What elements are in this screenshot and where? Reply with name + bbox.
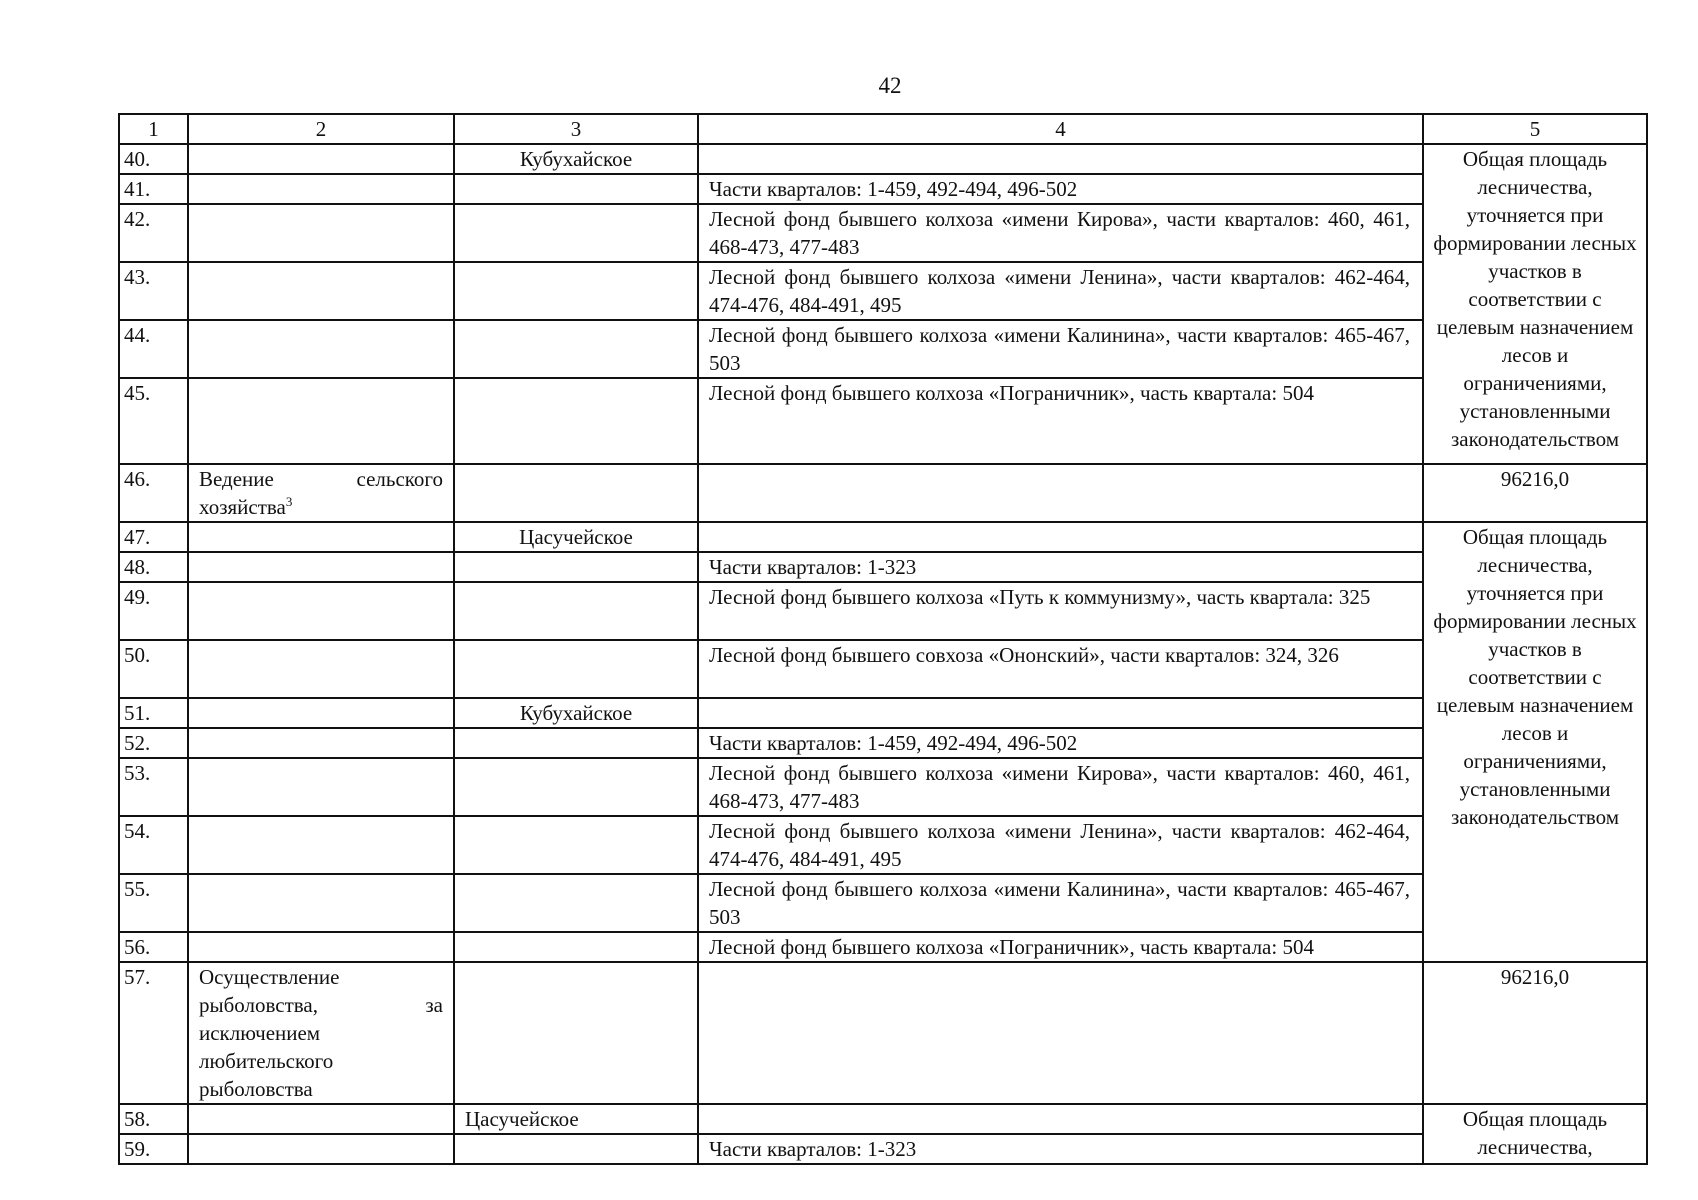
- quarters-cell: [698, 1104, 1423, 1134]
- row-number: 54.: [119, 816, 188, 874]
- table-row: [119, 932, 1647, 962]
- forestry-name-cell: Кубухайское: [454, 698, 698, 728]
- table-row: [119, 552, 1647, 582]
- forestry-name-cell: Цасучейское: [454, 522, 698, 552]
- row-number: 42.: [119, 204, 188, 262]
- row-number: 48.: [119, 552, 188, 582]
- activity-cell: [188, 640, 454, 698]
- table-row: [119, 144, 1647, 174]
- header-cell-2: 2: [188, 114, 454, 144]
- quarters-cell: Части кварталов: 1-323: [698, 1134, 1423, 1164]
- area-note-cell: Общая площадь лесничества, уточняется при формировании лесных участков в соответствии с целевым назначением лесов и ограничениями, установленными законодательством: [1423, 522, 1647, 962]
- table-row: [119, 204, 1647, 262]
- table-row: [119, 262, 1647, 320]
- forestry-name-cell: [454, 816, 698, 874]
- forestry-name-cell: [454, 640, 698, 698]
- forestry-name-cell: [454, 728, 698, 758]
- table-row: [119, 698, 1647, 728]
- activity-cell: [188, 874, 454, 932]
- activity-cell: [188, 582, 454, 640]
- quarters-cell: Лесной фонд бывшего колхоза «имени Кирова», части кварталов: 460, 461, 468-473, 477-483: [698, 758, 1423, 816]
- forestry-name-cell: Кубухайское: [454, 144, 698, 174]
- activity-label: Ведение сельского хозяйства: [199, 467, 443, 519]
- quarters-cell: Лесной фонд бывшего колхоза «имени Кирова», части кварталов: 460, 461, 468-473, 477-483: [698, 204, 1423, 262]
- quarters-cell: Части кварталов: 1-323: [698, 552, 1423, 582]
- quarters-cell: [698, 698, 1423, 728]
- table-row: [119, 758, 1647, 816]
- forestry-name-cell: [454, 758, 698, 816]
- activity-cell: [188, 262, 454, 320]
- table-row: [119, 640, 1647, 698]
- activity-cell: [188, 522, 454, 552]
- quarters-cell: Лесной фонд бывшего колхоза «Пограничник», часть квартала: 504: [698, 932, 1423, 962]
- header-cell-5: 5: [1423, 114, 1647, 144]
- quarters-cell: Лесной фонд бывшего колхоза «имени Калинина», части кварталов: 465-467, 503: [698, 874, 1423, 932]
- forestry-name-cell: [454, 378, 698, 464]
- activity-cell: Осуществление рыболовства, за исключением любительского рыболовства: [188, 962, 454, 1104]
- row-number: 41.: [119, 174, 188, 204]
- table-row: [119, 378, 1647, 464]
- table-row: [119, 728, 1647, 758]
- area-note-cell: Общая площадь лесничества, уточняется при формировании лесных участков в соответствии с целевым назначением лесов и ограничениями, установленными законодательством: [1423, 144, 1647, 464]
- table-row: [119, 464, 1647, 522]
- area-value-cell: 96216,0: [1423, 962, 1647, 1104]
- row-number: 40.: [119, 144, 188, 174]
- activity-text: [199, 465, 443, 521]
- table-row: [119, 320, 1647, 378]
- table-row: [119, 582, 1647, 640]
- quarters-cell: Лесной фонд бывшего колхоза «имени Ленина», части кварталов: 462-464, 474-476, 484-491, 495: [698, 816, 1423, 874]
- forestry-table: [118, 113, 1648, 1165]
- row-number: 43.: [119, 262, 188, 320]
- activity-cell: [188, 204, 454, 262]
- table-row: [119, 1104, 1647, 1134]
- forestry-name-cell: [454, 464, 698, 522]
- row-number: 51.: [119, 698, 188, 728]
- forestry-name-cell: [454, 204, 698, 262]
- forestry-name-cell: [454, 874, 698, 932]
- table-header-row: [119, 114, 1647, 144]
- row-number: 55.: [119, 874, 188, 932]
- activity-cell: [188, 552, 454, 582]
- quarters-cell: Лесной фонд бывшего колхоза «Пограничник», часть квартала: 504: [698, 378, 1423, 464]
- footnote-marker: 3: [285, 494, 293, 509]
- quarters-cell: [698, 522, 1423, 552]
- quarters-cell: Части кварталов: 1-459, 492-494, 496-502: [698, 728, 1423, 758]
- page-number: 42: [878, 73, 902, 98]
- activity-cell: [188, 464, 454, 522]
- activity-cell: [188, 144, 454, 174]
- row-number: 47.: [119, 522, 188, 552]
- row-number: 58.: [119, 1104, 188, 1134]
- area-note-cell: Общая площадь лесничества,: [1423, 1104, 1647, 1164]
- activity-cell: [188, 378, 454, 464]
- table-row: [119, 174, 1647, 204]
- table-row: [119, 962, 1647, 1104]
- table-row: [119, 874, 1647, 932]
- activity-cell: [188, 932, 454, 962]
- header-cell-4: 4: [698, 114, 1423, 144]
- activity-cell: [188, 174, 454, 204]
- row-number: 50.: [119, 640, 188, 698]
- row-number: 59.: [119, 1134, 188, 1164]
- activity-cell: [188, 758, 454, 816]
- row-number: 49.: [119, 582, 188, 640]
- activity-cell: [188, 728, 454, 758]
- quarters-cell: [698, 144, 1423, 174]
- table-row: [119, 522, 1647, 552]
- forestry-name-cell: [454, 174, 698, 204]
- forestry-name-cell: [454, 320, 698, 378]
- forestry-name-cell: [454, 552, 698, 582]
- activity-cell: [188, 1134, 454, 1164]
- table-row: [119, 816, 1647, 874]
- row-number: 46.: [119, 464, 188, 522]
- quarters-cell: [698, 962, 1423, 1104]
- quarters-cell: Лесной фонд бывшего колхоза «имени Ленина», части кварталов: 462-464, 474-476, 484-491, 495: [698, 262, 1423, 320]
- quarters-cell: Лесной фонд бывшего колхоза «Путь к коммунизму», часть квартала: 325: [698, 582, 1423, 640]
- quarters-cell: Лесной фонд бывшего совхоза «Ононский», части кварталов: 324, 326: [698, 640, 1423, 698]
- area-value-cell: 96216,0: [1423, 464, 1647, 522]
- quarters-cell: Лесной фонд бывшего колхоза «имени Калинина», части кварталов: 465-467, 503: [698, 320, 1423, 378]
- quarters-cell: Части кварталов: 1-459, 492-494, 496-502: [698, 174, 1423, 204]
- forestry-name-cell: Цасучейское: [454, 1104, 698, 1134]
- quarters-cell: [698, 464, 1423, 522]
- forestry-name-cell: [454, 932, 698, 962]
- activity-cell: [188, 816, 454, 874]
- table-row: [119, 1134, 1647, 1164]
- forestry-name-cell: [454, 582, 698, 640]
- row-number: 57.: [119, 962, 188, 1104]
- activity-cell: [188, 1104, 454, 1134]
- row-number: 56.: [119, 932, 188, 962]
- header-cell-1: 1: [119, 114, 188, 144]
- row-number: 52.: [119, 728, 188, 758]
- activity-cell: [188, 698, 454, 728]
- row-number: 53.: [119, 758, 188, 816]
- forestry-name-cell: [454, 262, 698, 320]
- row-number: 45.: [119, 378, 188, 464]
- row-number: 44.: [119, 320, 188, 378]
- activity-cell: [188, 320, 454, 378]
- header-cell-3: 3: [454, 114, 698, 144]
- forestry-name-cell: [454, 962, 698, 1104]
- forestry-name-cell: [454, 1134, 698, 1164]
